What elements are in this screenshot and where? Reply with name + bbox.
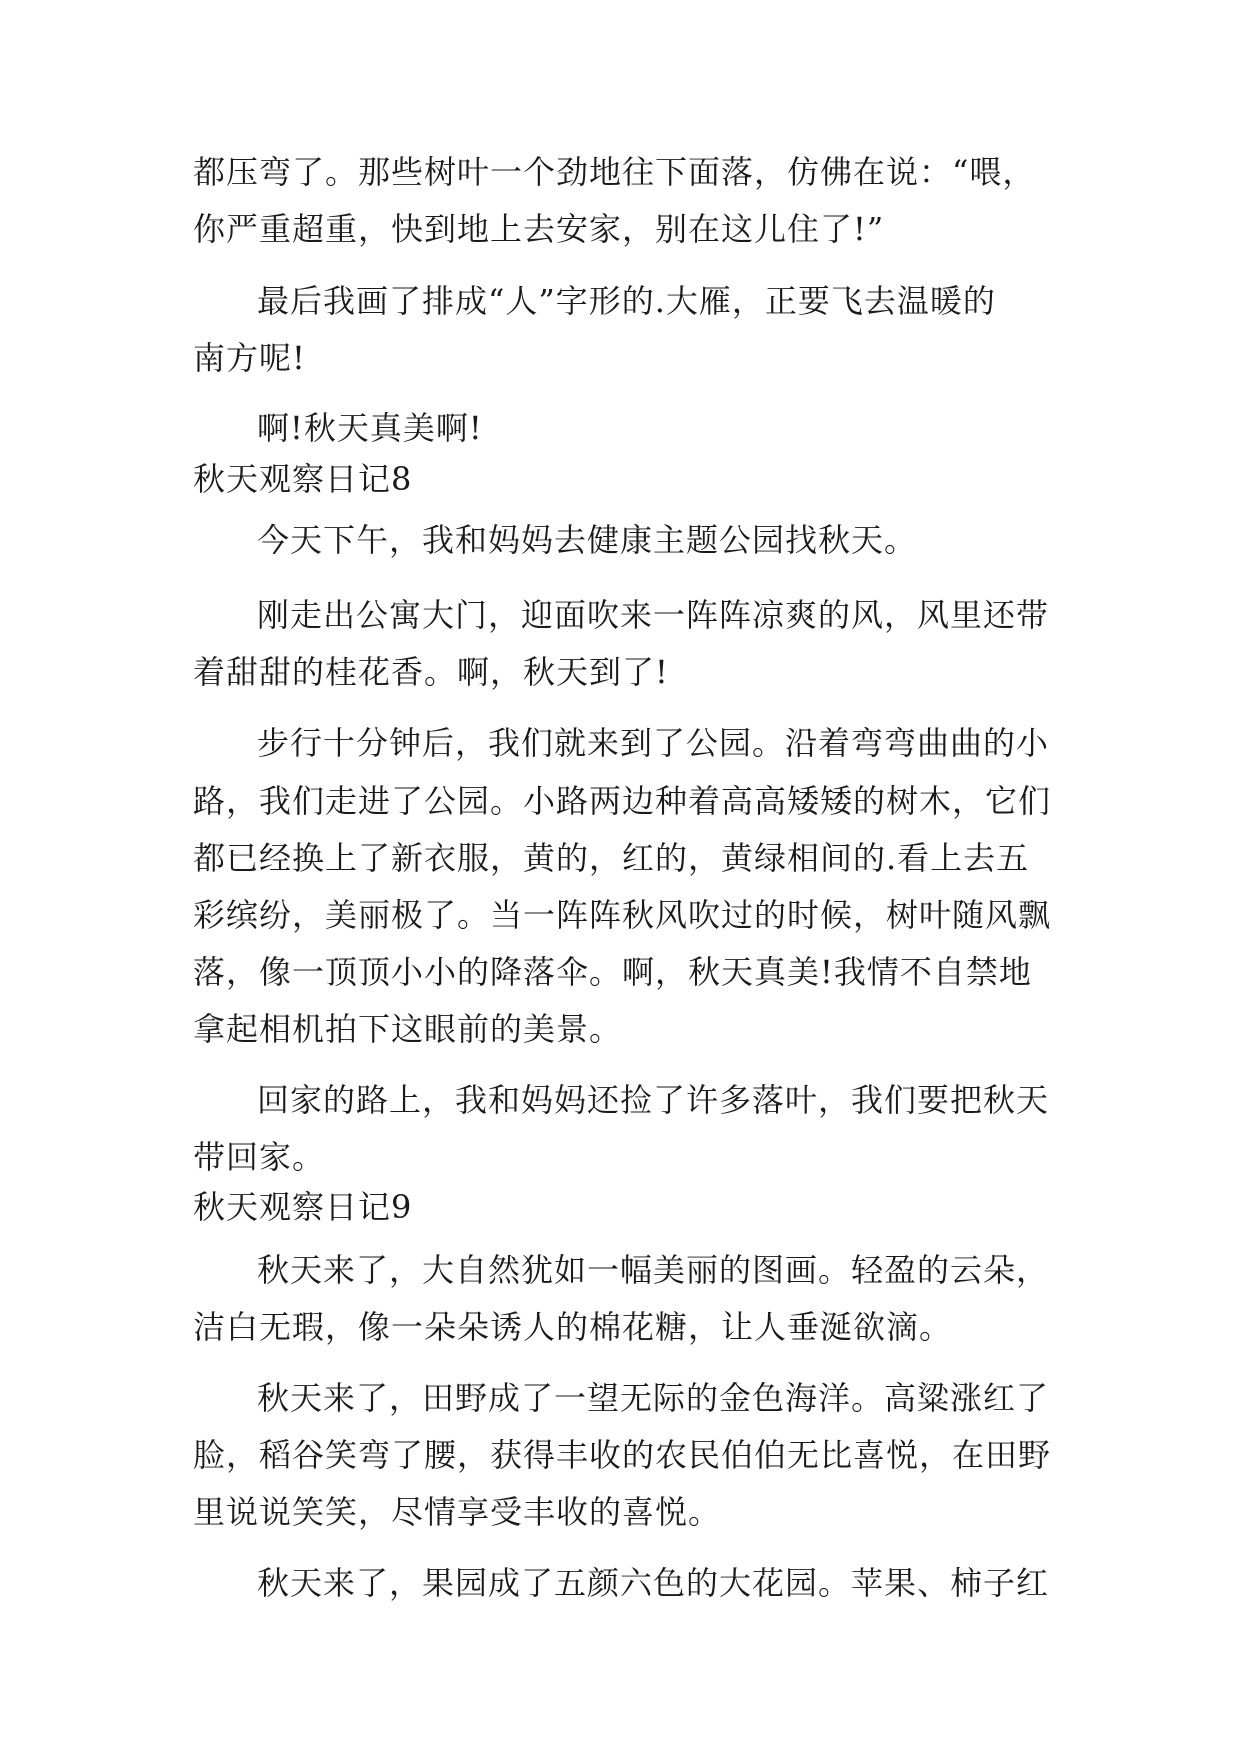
text-line: 路，我们走进了公园。小路两边种着高高矮矮的树木，它们 <box>193 782 1052 820</box>
text-line: 最后我画了排成“人”字形的.大雁，正要飞去温暖的 <box>257 282 996 320</box>
text-line: 拿起相机拍下这眼前的美景。 <box>193 1010 623 1048</box>
text-line: 南方呢! <box>193 339 306 377</box>
section-heading: 秋天观察日记9 <box>193 1188 413 1226</box>
text-line: 啊!秋天真美啊! <box>257 409 483 447</box>
text-line: 秋天来了，大自然犹如一幅美丽的图画。轻盈的云朵， <box>257 1251 1050 1289</box>
text-line: 刚走出公寓大门，迎面吹来一阵阵凉爽的风，风里还带 <box>257 596 1050 634</box>
text-line: 秋天来了，果园成了五颜六色的大花园。苹果、柿子红 <box>257 1564 1050 1602</box>
text-line: 今天下午，我和妈妈去健康主题公园找秋天。 <box>257 521 918 559</box>
text-line: 带回家。 <box>193 1138 326 1176</box>
text-line: 里说说笑笑，尽情享受丰收的喜悦。 <box>193 1493 722 1531</box>
text-line: 彩缤纷，美丽极了。当一阵阵秋风吹过的时候，树叶随风飘 <box>193 896 1052 934</box>
text-line: 着甜甜的桂花香。啊，秋天到了! <box>193 653 669 691</box>
text-line: 回家的路上，我和妈妈还捡了许多落叶，我们要把秋天 <box>257 1081 1050 1119</box>
section-heading: 秋天观察日记8 <box>193 460 413 498</box>
text-line: 洁白无瑕，像一朵朵诱人的棉花糖，让人垂涎欲滴。 <box>193 1308 953 1346</box>
text-line: 秋天来了，田野成了一望无际的金色海洋。高粱涨红了 <box>257 1379 1050 1417</box>
text-line: 步行十分钟后，我们就来到了公园。沿着弯弯曲曲的小 <box>257 724 1050 762</box>
text-line: 落，像一顶顶小小的降落伞。啊，秋天真美!我情不自禁地 <box>193 953 1032 991</box>
text-line: 都已经换上了新衣服，黄的，红的，黄绿相间的.看上去五 <box>193 839 1030 877</box>
text-line: 都压弯了。那些树叶一个劲地往下面落，仿佛在说：“喂， <box>193 153 1036 191</box>
text-line: 你严重超重，快到地上去安家，别在这儿住了!” <box>193 210 885 248</box>
text-line: 脸，稻谷笑弯了腰，获得丰收的农民伯伯无比喜悦，在田野 <box>193 1436 1052 1474</box>
